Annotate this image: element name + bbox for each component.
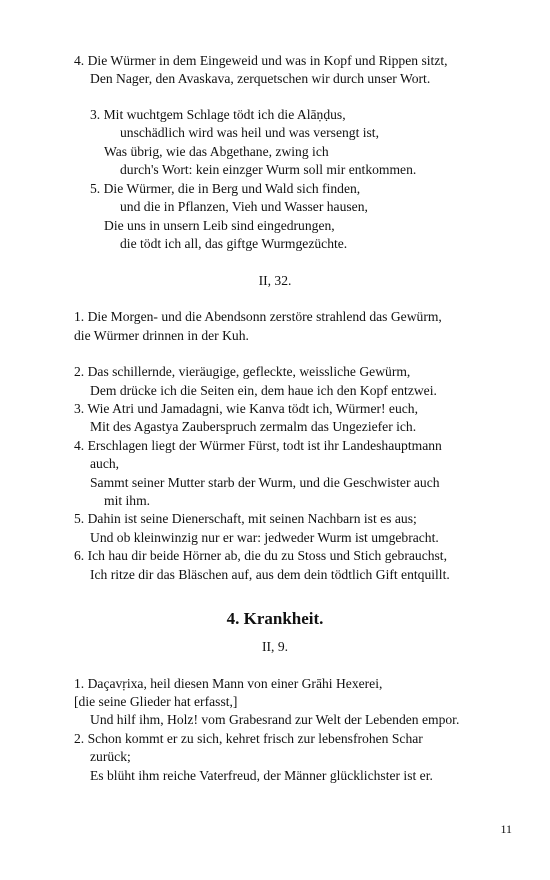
text-line: 2. Schon kommt er zu sich, kehret frisch zur lebensfrohen Schar — [74, 731, 423, 746]
text-line: Und ob kleinwinzig nur er war: jedweder Wurm ist umgebracht. — [90, 530, 439, 545]
text-line: Mit des Agastya Zauberspruch zermalm das Ungeziefer ich. — [90, 419, 417, 434]
text-line: auch, — [90, 456, 120, 471]
text-line: zurück; — [90, 749, 131, 764]
text-line: und die in Pflanzen, Vieh und Wasser hausen, — [120, 199, 368, 214]
text-line: durch's Wort: kein einzger Wurm soll mir entkommen. — [120, 162, 417, 177]
text-line: 2. Das schillernde, vieräugige, gefleckte, weissliche Gewürm, — [74, 364, 411, 379]
section-heading: 4. Krankheit. — [226, 609, 324, 628]
section-reference: II, 9. — [261, 639, 289, 654]
text-line: die Würmer drinnen in der Kuh. — [74, 328, 249, 343]
text-line: 4. Erschlagen liegt der Würmer Fürst, todt ist ihr Landeshauptmann — [74, 438, 442, 453]
text-line: Es blüht ihm reiche Vaterfreud, der Männer glücklichster ist er. — [90, 768, 433, 783]
page-number: 11 — [500, 822, 512, 836]
text-line: mit ihm. — [104, 493, 151, 508]
text-line: Was übrig, wie das Abgethane, zwing ich — [104, 144, 329, 159]
text-line: Ich ritze dir das Bläschen auf, aus dem dein tödtlich Gift entquillt. — [90, 567, 450, 582]
text-line: Den Nager, den Avaskava, zerquetschen wir durch unser Wort. — [90, 71, 431, 86]
text-line: 1. Die Morgen- und die Abendsonn zerstöre strahlend das Gewürm, — [74, 309, 442, 324]
text-line: 5. Dahin ist seine Dienerschaft, mit seinen Nachbarn ist es aus; — [74, 511, 417, 526]
text-line: Dem drücke ich die Seiten ein, dem haue ich den Kopf entzwei. — [90, 383, 437, 398]
text-line: unschädlich wird was heil und was versengt ist, — [120, 125, 379, 140]
text-line: [die seine Glieder hat erfasst,] — [74, 694, 238, 709]
text-line: Und hilf ihm, Holz! vom Grabesrand zur Welt der Lebenden empor. — [90, 712, 460, 727]
text-line: 3. Mit wuchtgem Schlage tödt ich die Alāṇḍus, — [90, 107, 346, 122]
text-line: die tödt ich all, das giftge Wurmgezüchte. — [120, 236, 348, 251]
text-line: 3. Wie Atri und Jamadagni, wie Kanva tödt ich, Würmer! euch, — [74, 401, 418, 416]
text-line: 1. Daçavṛixa, heil diesen Mann von einer Grāhi Hexerei, — [74, 676, 383, 691]
text-line: Sammt seiner Mutter starb der Wurm, und die Geschwister auch — [90, 475, 440, 490]
text-line: 4. Die Würmer in dem Eingeweid und was in Kopf und Rippen sitzt, — [74, 53, 448, 68]
text-line: Die uns in unsern Leib sind eingedrungen, — [104, 218, 335, 233]
text-line: 5. Die Würmer, die in Berg und Wald sich finden, — [90, 181, 361, 196]
text-line: 6. Ich hau dir beide Hörner ab, die du zu Stoss und Stich gebrauchst, — [74, 548, 447, 563]
section-reference: II, 32. — [258, 273, 292, 288]
